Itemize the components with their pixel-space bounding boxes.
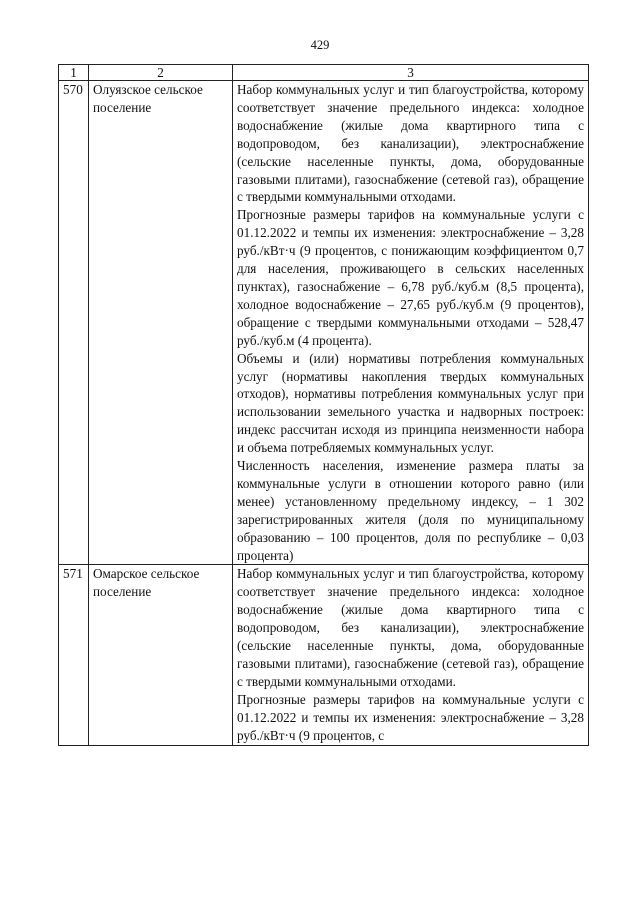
settlement-description: [233, 565, 589, 745]
header-col-1: 1: [59, 65, 89, 81]
row-number: 571: [59, 565, 89, 745]
header-col-3: 3: [233, 65, 589, 81]
page-number: 429: [310, 38, 330, 52]
table-row: [59, 565, 589, 745]
settlement-name: Омарское сельское поселение: [89, 565, 233, 745]
row-number: 570: [59, 81, 89, 565]
description-paragraph: Численность населения, изменение размера платы за коммунальные услуги в отношении которого равно (или менее) установленному предельному индексу, – 1 302 зарегистрированных жителя (доля по муниципальному образованию – 100 процентов, доля по республике – 0,03 процента): [237, 458, 584, 563]
description-paragraph: Набор коммунальных услуг и тип благоустройства, которому соответствует значение предельного индекса: холодное водоснабжение (жилые дома квартирного типа с водопроводом, без канализации), электроснабжение (сельские населенные пункты, дома, оборудованные газовыми плитами), газоснабжение (сетевой газ), обращение с твердыми коммунальными отходами.: [237, 82, 584, 205]
tariff-table: [58, 64, 589, 746]
description-paragraph: Набор коммунальных услуг и тип благоустройства, которому соответствует значение предельного индекса: холодное водоснабжение (жилые дома квартирного типа с водопроводом, без канализации), электроснабжение (сельские населенные пункты, дома, оборудованные газовыми плитами), газоснабжение (сетевой газ), обращение с твердыми коммунальными отходами.: [237, 566, 584, 689]
table-row: [59, 81, 589, 565]
settlement-name: Олуязское сельское поселение: [89, 81, 233, 565]
header-col-2: 2: [89, 65, 233, 81]
description-paragraph: Прогнозные размеры тарифов на коммунальные услуги с 01.12.2022 и темпы их изменения: электроснабжение – 3,28 руб./кВт·ч (9 процентов, с понижающим коэффициентом 0,7 для населения, проживающего в сельских населенных пунктах), газоснабжение – 6,78 руб./куб.м (8,5 процента), холодное водоснабжение – 27,65 руб./куб.м (9 процентов), обращение с твердыми коммунальными отходами – 528,47 руб./куб.м (4 процента).: [237, 207, 584, 348]
description-paragraph: Объемы и (или) нормативы потребления коммунальных услуг (нормативы накопления твердых коммунальных отходов), нормативы потребления коммунальных услуг при использовании земельного участка и надворных построек: индекс рассчитан исходя из принципа неизменности набора и объема потребляемых коммунальных услуг.: [237, 350, 584, 456]
settlement-description: [233, 81, 589, 565]
description-paragraph: Прогнозные размеры тарифов на коммунальные услуги с 01.12.2022 и темпы их изменения: электроснабжение – 3,28 руб./кВт·ч (9 процентов, с: [237, 691, 584, 743]
header-row: [59, 65, 589, 81]
